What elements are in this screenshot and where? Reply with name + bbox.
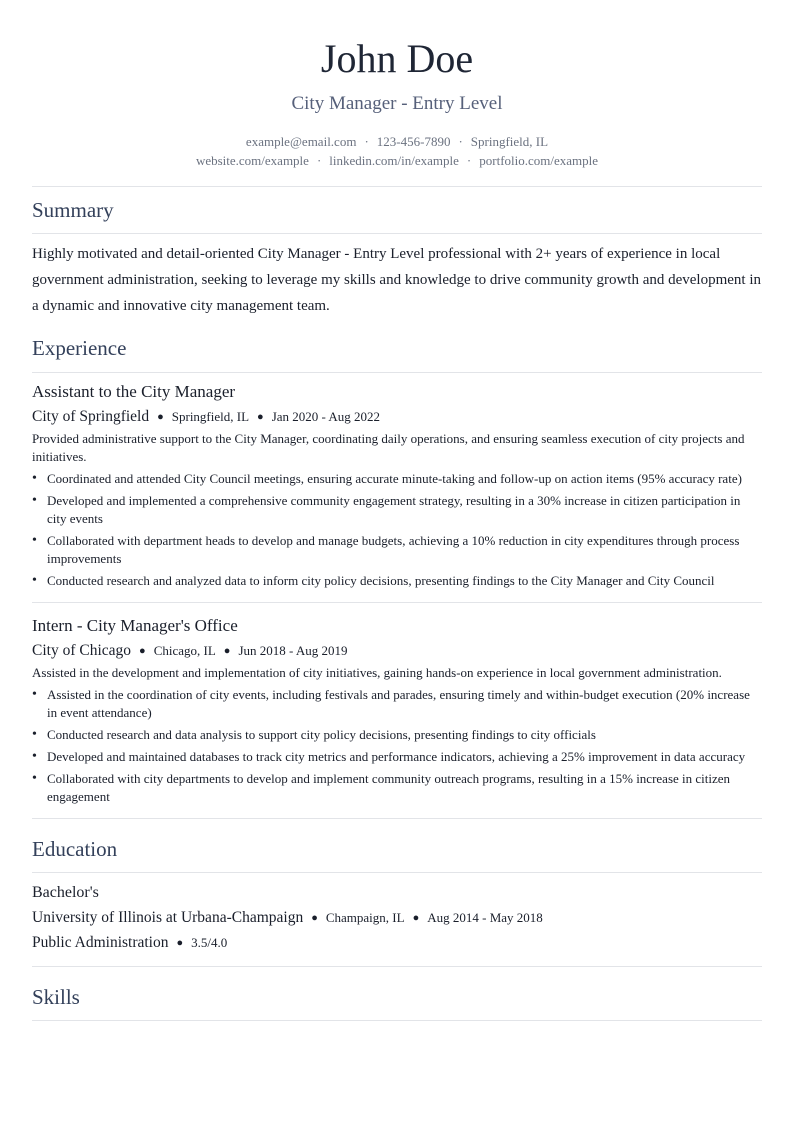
divider — [32, 233, 762, 234]
job-company: City of Springfield — [32, 408, 150, 425]
contact-email[interactable]: example@email.com — [245, 134, 357, 149]
summary-text: Highly motivated and detail-oriented City Manager - Entry Level professional with 2+ years of experience in local government administration, seeking to leverage my skills and knowledge to drive community growth and development in a dynamic and innovative city management team. — [32, 246, 762, 314]
bullet-separator: ● — [139, 645, 146, 657]
divider — [32, 186, 762, 187]
job-meta — [32, 641, 762, 661]
candidate-name: John Doe — [320, 36, 474, 81]
job-achievements — [32, 470, 762, 590]
experience-heading: Experience — [32, 336, 127, 360]
divider — [32, 818, 762, 819]
divider — [32, 966, 762, 967]
job-company: City of Chicago — [32, 642, 132, 659]
bullet-separator: ● — [412, 912, 420, 924]
job-location: Springfield, IL — [171, 409, 250, 424]
divider — [32, 872, 762, 873]
job-meta — [32, 407, 762, 427]
achievement-item: • Coordinated and attended City Council meetings, ensuring accurate minute-taking and follow-up on action items (95% accuracy rate) — [32, 470, 762, 488]
divider — [32, 602, 762, 603]
contact-website-link[interactable]: website.com/example — [195, 153, 309, 168]
achievement-item: • Collaborated with department heads to develop and manage budgets, achieving a 10% reduction in city expenditures through process improvements — [32, 532, 762, 568]
achievement-item: • Developed and implemented a comprehensive community engagement strategy, resulting in a 30% increase in citizen participation in city events — [32, 492, 762, 528]
education-heading: Education — [32, 837, 118, 861]
contact-phone[interactable]: 123-456-7890 — [376, 134, 451, 149]
job-description: Assisted in the development and implementation of city initiatives, gaining hands-on experience in local government administration. — [32, 665, 722, 680]
separator: · — [316, 153, 322, 168]
job-dates: Jun 2018 - Aug 2019 — [238, 643, 348, 658]
job-location: Chicago, IL — [153, 643, 216, 658]
skills-heading: Skills — [32, 985, 80, 1009]
bullet-separator: ● — [257, 411, 264, 423]
bullet-separator: ● — [223, 645, 231, 657]
education-school-line — [32, 907, 762, 929]
separator: · — [466, 153, 472, 168]
education-gpa: 3.5/4.0 — [191, 935, 228, 950]
achievement-item: • Collaborated with city departments to develop and implement community outreach programs, resulting in a 15% increase in citizen engagement — [32, 770, 762, 806]
education-degree: Bachelor's — [32, 884, 99, 901]
achievement-item: • Conducted research and analyzed data to inform city policy decisions, presenting findings to the City Manager and City Council — [32, 572, 762, 590]
job-title: Assistant to the City Manager — [32, 382, 236, 401]
divider — [32, 1020, 762, 1021]
job-title: Intern - City Manager's Office — [32, 616, 238, 635]
contact-linkedin-link[interactable]: linkedin.com/in/example — [329, 153, 459, 168]
job-description: Provided administrative support to the City Manager, coordinating daily operations, and ensuring seamless execution of city projects and initiatives. — [32, 431, 745, 464]
candidate-title: City Manager - Entry Level — [291, 93, 503, 114]
education-entry — [32, 882, 762, 954]
separator: · — [364, 134, 369, 149]
bullet-separator: ● — [176, 937, 184, 949]
experience-entry — [32, 381, 762, 590]
job-achievements — [32, 686, 762, 806]
bullet-separator: ● — [311, 912, 318, 924]
contact-location: Springfield, IL — [470, 134, 549, 149]
achievement-item: • Conducted research and data analysis to support city policy decisions, presenting findings to city officials — [32, 726, 762, 744]
resume-header — [32, 0, 762, 170]
contact-line-primary — [32, 132, 762, 151]
education-school: University of Illinois at Urbana-Champaign — [32, 909, 304, 926]
job-dates: Jan 2020 - Aug 2022 — [271, 409, 381, 424]
separator: · — [458, 134, 463, 149]
education-field: Public Administration — [32, 934, 169, 951]
education-dates: Aug 2014 - May 2018 — [427, 910, 543, 925]
bullet-separator: ● — [157, 411, 164, 423]
education-field-line — [32, 932, 762, 954]
education-location: Champaign, IL — [325, 910, 405, 925]
experience-entry — [32, 615, 762, 806]
achievement-item: • Assisted in the coordination of city events, including festivals and parades, ensuring timely and within-budget execution (20% increase in event attendance) — [32, 686, 762, 722]
divider — [32, 372, 762, 373]
contact-line-links — [32, 151, 762, 170]
achievement-item: • Developed and maintained databases to track city metrics and performance indicators, achieving a 25% improvement in data accuracy — [32, 748, 762, 766]
contact-portfolio-link[interactable]: portfolio.com/example — [479, 153, 599, 168]
summary-heading: Summary — [32, 198, 114, 222]
